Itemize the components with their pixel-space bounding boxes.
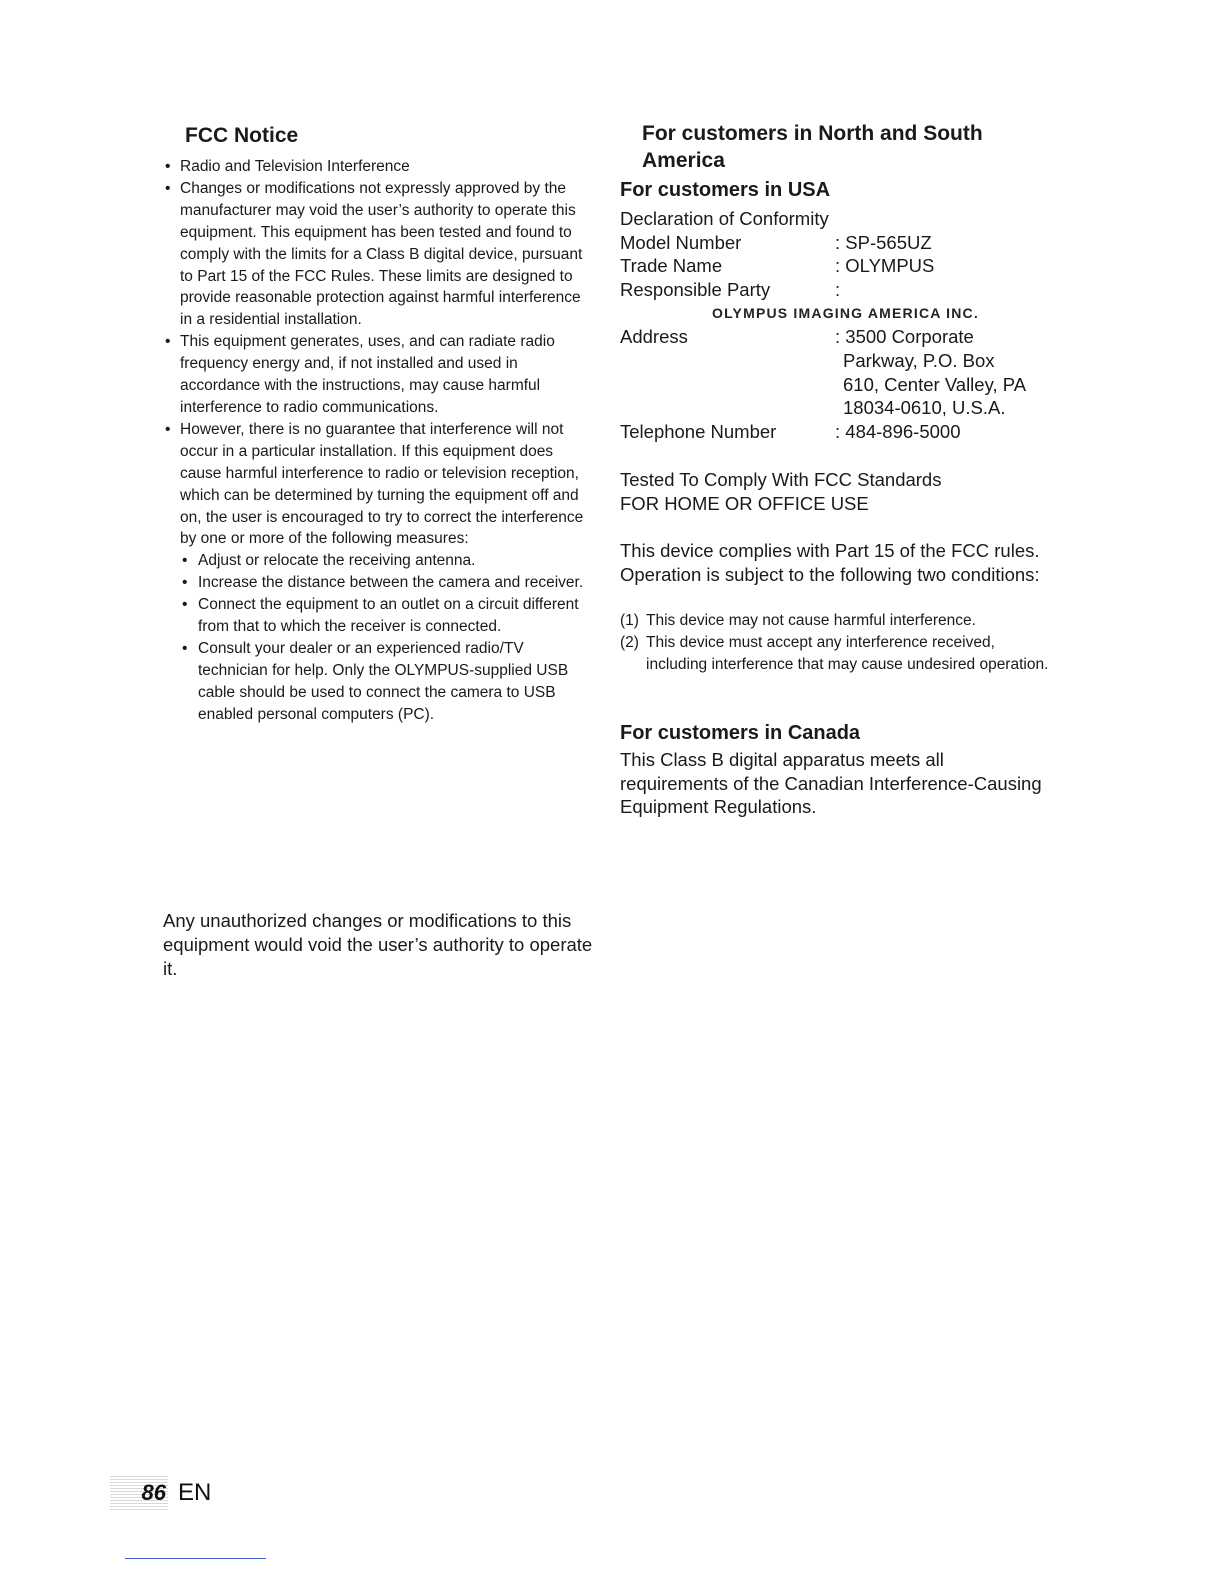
- canada-title: For customers in Canada: [620, 722, 861, 744]
- trade-label: Trade Name: [620, 255, 723, 277]
- conditions-list: [620, 610, 1050, 676]
- party-row: [620, 278, 1060, 302]
- north-south-america-title: For customers in North and South America: [642, 122, 983, 172]
- trade-value: : OLYMPUS: [835, 255, 935, 277]
- list-item: [620, 632, 1050, 676]
- trade-row: [620, 254, 1060, 278]
- list-item: • Increase the distance between the camera and receiver.: [180, 572, 593, 594]
- party-label: Responsible Party: [620, 278, 771, 300]
- model-row: [620, 231, 1060, 255]
- phone-value: : 484-896-5000: [835, 420, 961, 442]
- list-item: • Connect the equipment to an outlet on a circuit different from that to which the receiver is connected.: [180, 594, 593, 638]
- fcc-notice-body: [163, 156, 593, 726]
- condition-text: This device must accept any interference received, including interference that may cause undesired operation.: [646, 633, 1049, 673]
- address-line: : 3500 Corporate: [835, 326, 974, 348]
- list-item: • This equipment generates, uses, and can radiate radio frequency energy and, if not installed and used in accordance with the instructions, may cause harmful interference to radio communications.: [163, 331, 593, 419]
- address-row: [620, 325, 1060, 419]
- condition-number: (1): [620, 612, 639, 629]
- measures-list: [180, 550, 593, 725]
- party-colon: :: [835, 278, 841, 300]
- complies-paragraph: This device complies with Part 15 of the FCC rules. Operation is subject to the following two conditions:: [620, 540, 1040, 585]
- footer-rule: [125, 1558, 266, 1559]
- address-line: 610, Center Valley, PA: [843, 373, 1027, 395]
- page-number: 86: [110, 1476, 168, 1510]
- usa-title: For customers in USA: [620, 179, 831, 201]
- fcc-standards-block: [620, 468, 1050, 515]
- phone-label: Telephone Number: [620, 420, 777, 442]
- party-value: OLYMPUS IMAGING AMERICA INC.: [712, 305, 979, 322]
- list-item: • Consult your dealer or an experienced radio/TV technician for help. Only the OLYMPUS-supplied USB cable should be used to connect the camera to USB enabled personal computers (PC).: [180, 638, 593, 726]
- list-item: • Radio and Television Interference: [163, 156, 593, 178]
- closing-paragraph: Any unauthorized changes or modifications to this equipment would void the user’s authority to operate it.: [163, 910, 593, 979]
- condition-number: (2): [620, 633, 639, 651]
- address-line: Parkway, P.O. Box: [843, 349, 995, 371]
- declaration-heading: Declaration of Conformity: [620, 208, 829, 229]
- phone-row: [620, 420, 1060, 444]
- fcc-notice-title: FCC Notice: [185, 124, 299, 147]
- list-item: • Changes or modifications not expressly approved by the manufacturer may void the user’s authority to operate this equipment. This equipment has been tested and found to comply with the limits for a Class B digital device, pursuant to Part 15 of the FCC Rules. These limits are designed to provide reasonable protection against harmful interference in a residential installation.: [163, 178, 593, 331]
- tested-line: Tested To Comply With FCC Standards: [620, 469, 942, 490]
- address-value: [835, 325, 1026, 419]
- list-item: • However, there is no guarantee that interference will not occur in a particular installation. If this equipment does cause harmful interference to radio or television reception, which can be determined by turning the equipment off and on, the user is encouraged to try to correct the interference by one or more of the following measures:: [163, 419, 593, 550]
- home-use-line: FOR HOME OR OFFICE USE: [620, 492, 869, 514]
- list-item: [620, 610, 1050, 632]
- language-code: EN: [178, 1479, 212, 1506]
- model-label: Model Number: [620, 231, 742, 253]
- condition-text: This device may not cause harmful interference.: [646, 612, 976, 629]
- address-label: Address: [620, 326, 688, 348]
- address-line: 18034-0610, U.S.A.: [843, 397, 1006, 419]
- declaration-of-conformity: [620, 207, 1060, 443]
- list-item: • Adjust or relocate the receiving antenna.: [180, 550, 593, 572]
- canada-paragraph: This Class B digital apparatus meets all requirements of the Canadian Interference-Causing Equipment Regulations.: [620, 749, 1042, 818]
- page-footer: [110, 1476, 211, 1510]
- model-value: : SP-565UZ: [835, 231, 932, 253]
